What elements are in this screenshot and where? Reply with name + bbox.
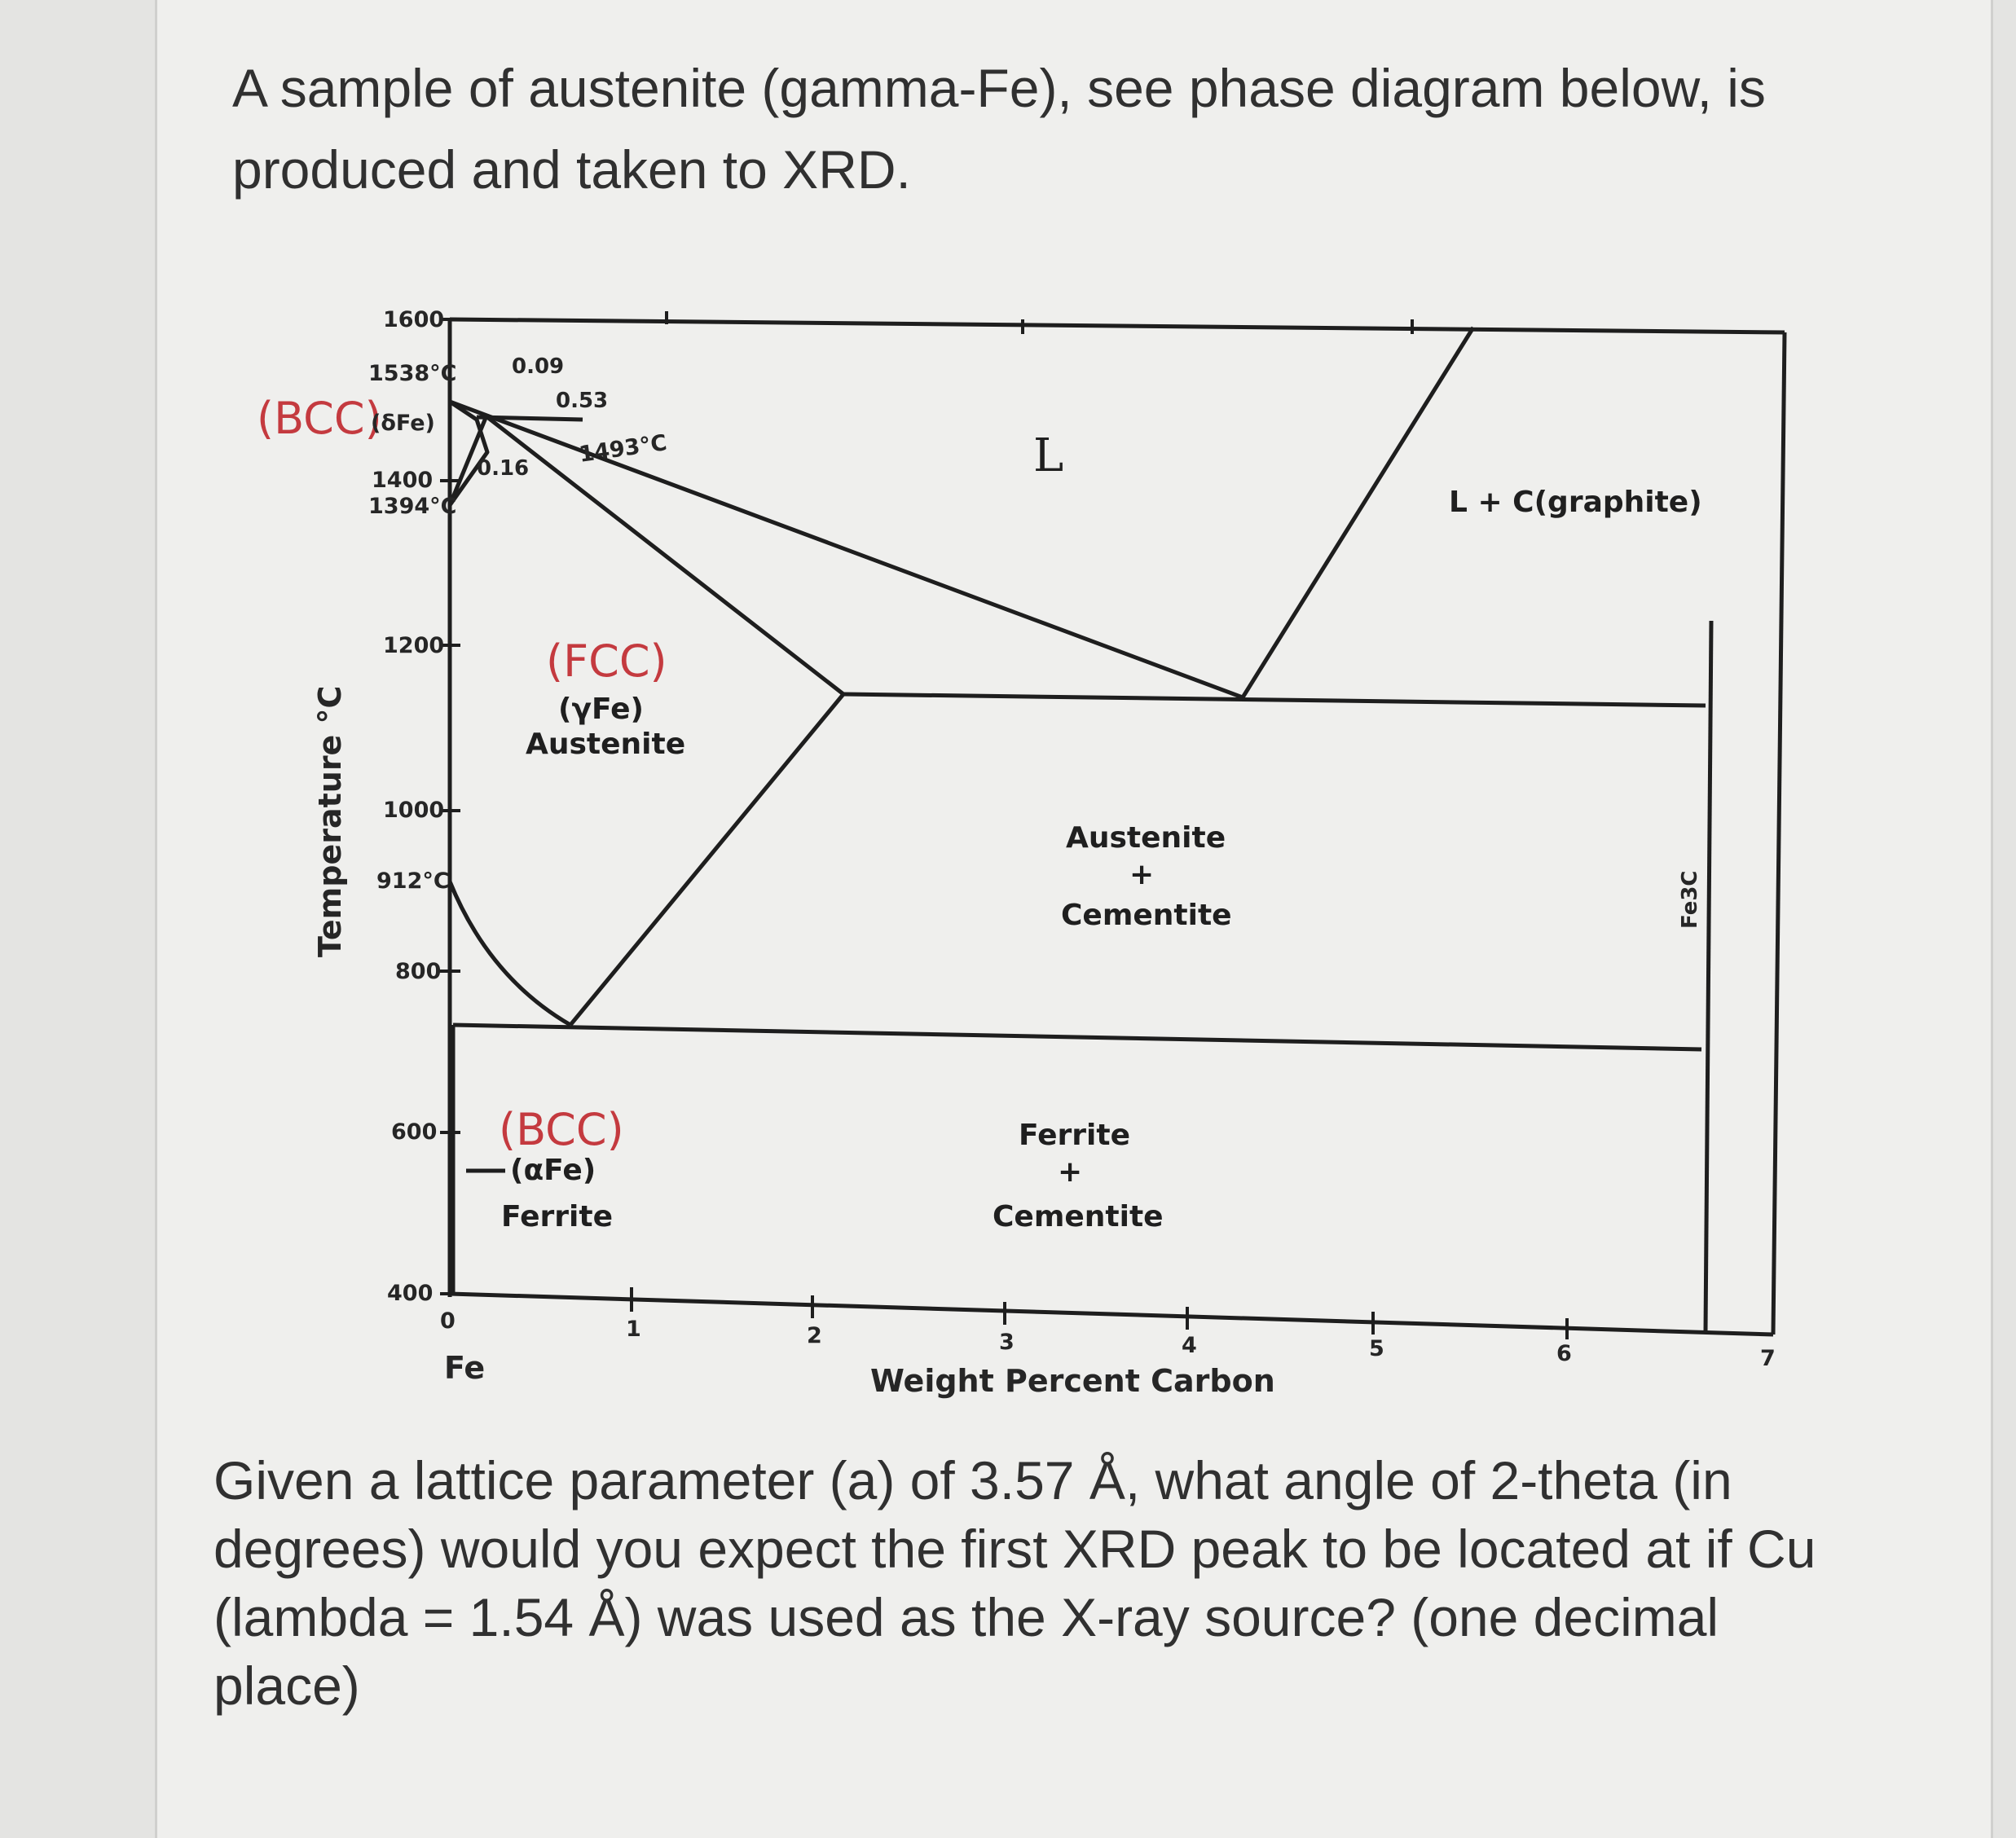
delta-name-label: (δFe) [371,411,435,436]
x-axis-title: Weight Percent Carbon [870,1363,1275,1399]
a3-line [450,882,570,1025]
gamma-name-label: (γFe) [558,693,644,726]
y-tick-label-400: 400 [387,1281,434,1306]
y-tick-label-1600: 1600 [383,307,445,332]
x-tick-labels [440,1308,1776,1371]
austenite-cementite-line1: Austenite [1066,821,1226,855]
temp-mark-1394: 1394°C [368,494,457,519]
x-tick-label-4: 4 [1182,1333,1197,1358]
frame-top [450,319,1785,332]
fe3c-label: Fe3C [1678,870,1702,929]
ferrite-cementite-line3: Cementite [993,1200,1164,1233]
ferrite-cementite-line1: Ferrite [1019,1119,1131,1152]
liquid-graphite-label: L + C(graphite) [1449,486,1702,519]
alpha-name-label: (αFe) [510,1154,596,1187]
x-tick-label-0: 0 [440,1308,456,1334]
comp-mark-053: 0.53 [556,389,609,413]
x-axis-origin-label: Fe [444,1350,486,1386]
fe3c-line [1706,621,1711,1331]
question-prompt: Given a lattice parameter (a) of 3.57 Å, what angle of 2-theta (in degrees) would you expect the first XRD peak to be located at if Cu (lambda = 1.54 Å) was used as the X-ray source? (one decimal place) [213,1450,1816,1716]
x-tick-label-1: 1 [626,1317,641,1342]
austenite-label: Austenite [526,728,686,761]
temp-mark-1493: 1493°C [577,430,669,468]
x-tick-label-3: 3 [999,1330,1015,1355]
delta-structure-label: (BCC) [257,393,382,444]
frame-bottom [450,1294,1773,1335]
x-tick-label-2: 2 [807,1323,822,1348]
ferrite-label: Ferrite [501,1200,614,1233]
ferrite-cementite-line2: + [1058,1155,1083,1189]
alpha-structure-label: (BCC) [499,1104,624,1155]
x-tick-label-7: 7 [1760,1346,1776,1371]
gamma-structure-label: (FCC) [546,635,667,687]
temp-mark-1538: 1538°C [368,361,457,386]
y-tick-labels [372,307,444,1306]
eutectic-line [843,694,1706,706]
austenite-cementite-line3: Cementite [1061,899,1232,932]
x-tick-label-5: 5 [1369,1336,1384,1361]
austenite-cementite-line2: + [1129,858,1155,891]
frame-right [1773,332,1785,1335]
y-tick-label-1400: 1400 [372,468,434,493]
liquidus-right [1243,328,1473,697]
temp-mark-912: 912°C [376,868,450,894]
question-intro: A sample of austenite (gamma-Fe), see phase diagram below, is produced and taken to XRD. [232,58,1766,200]
y-tick-label-600: 600 [391,1119,438,1145]
comp-mark-016: 0.16 [477,456,530,481]
y-axis-title: Temperature °C [312,685,348,957]
comp-mark-009: 0.09 [512,354,565,379]
y-tick-label-800: 800 [395,959,442,984]
y-tick-label-1200: 1200 [383,633,445,658]
y-tick-label-1000: 1000 [383,798,445,823]
liquid-label: L [1033,429,1064,482]
x-tick-label-6: 6 [1556,1341,1572,1366]
eutectoid-line [453,1025,1701,1049]
